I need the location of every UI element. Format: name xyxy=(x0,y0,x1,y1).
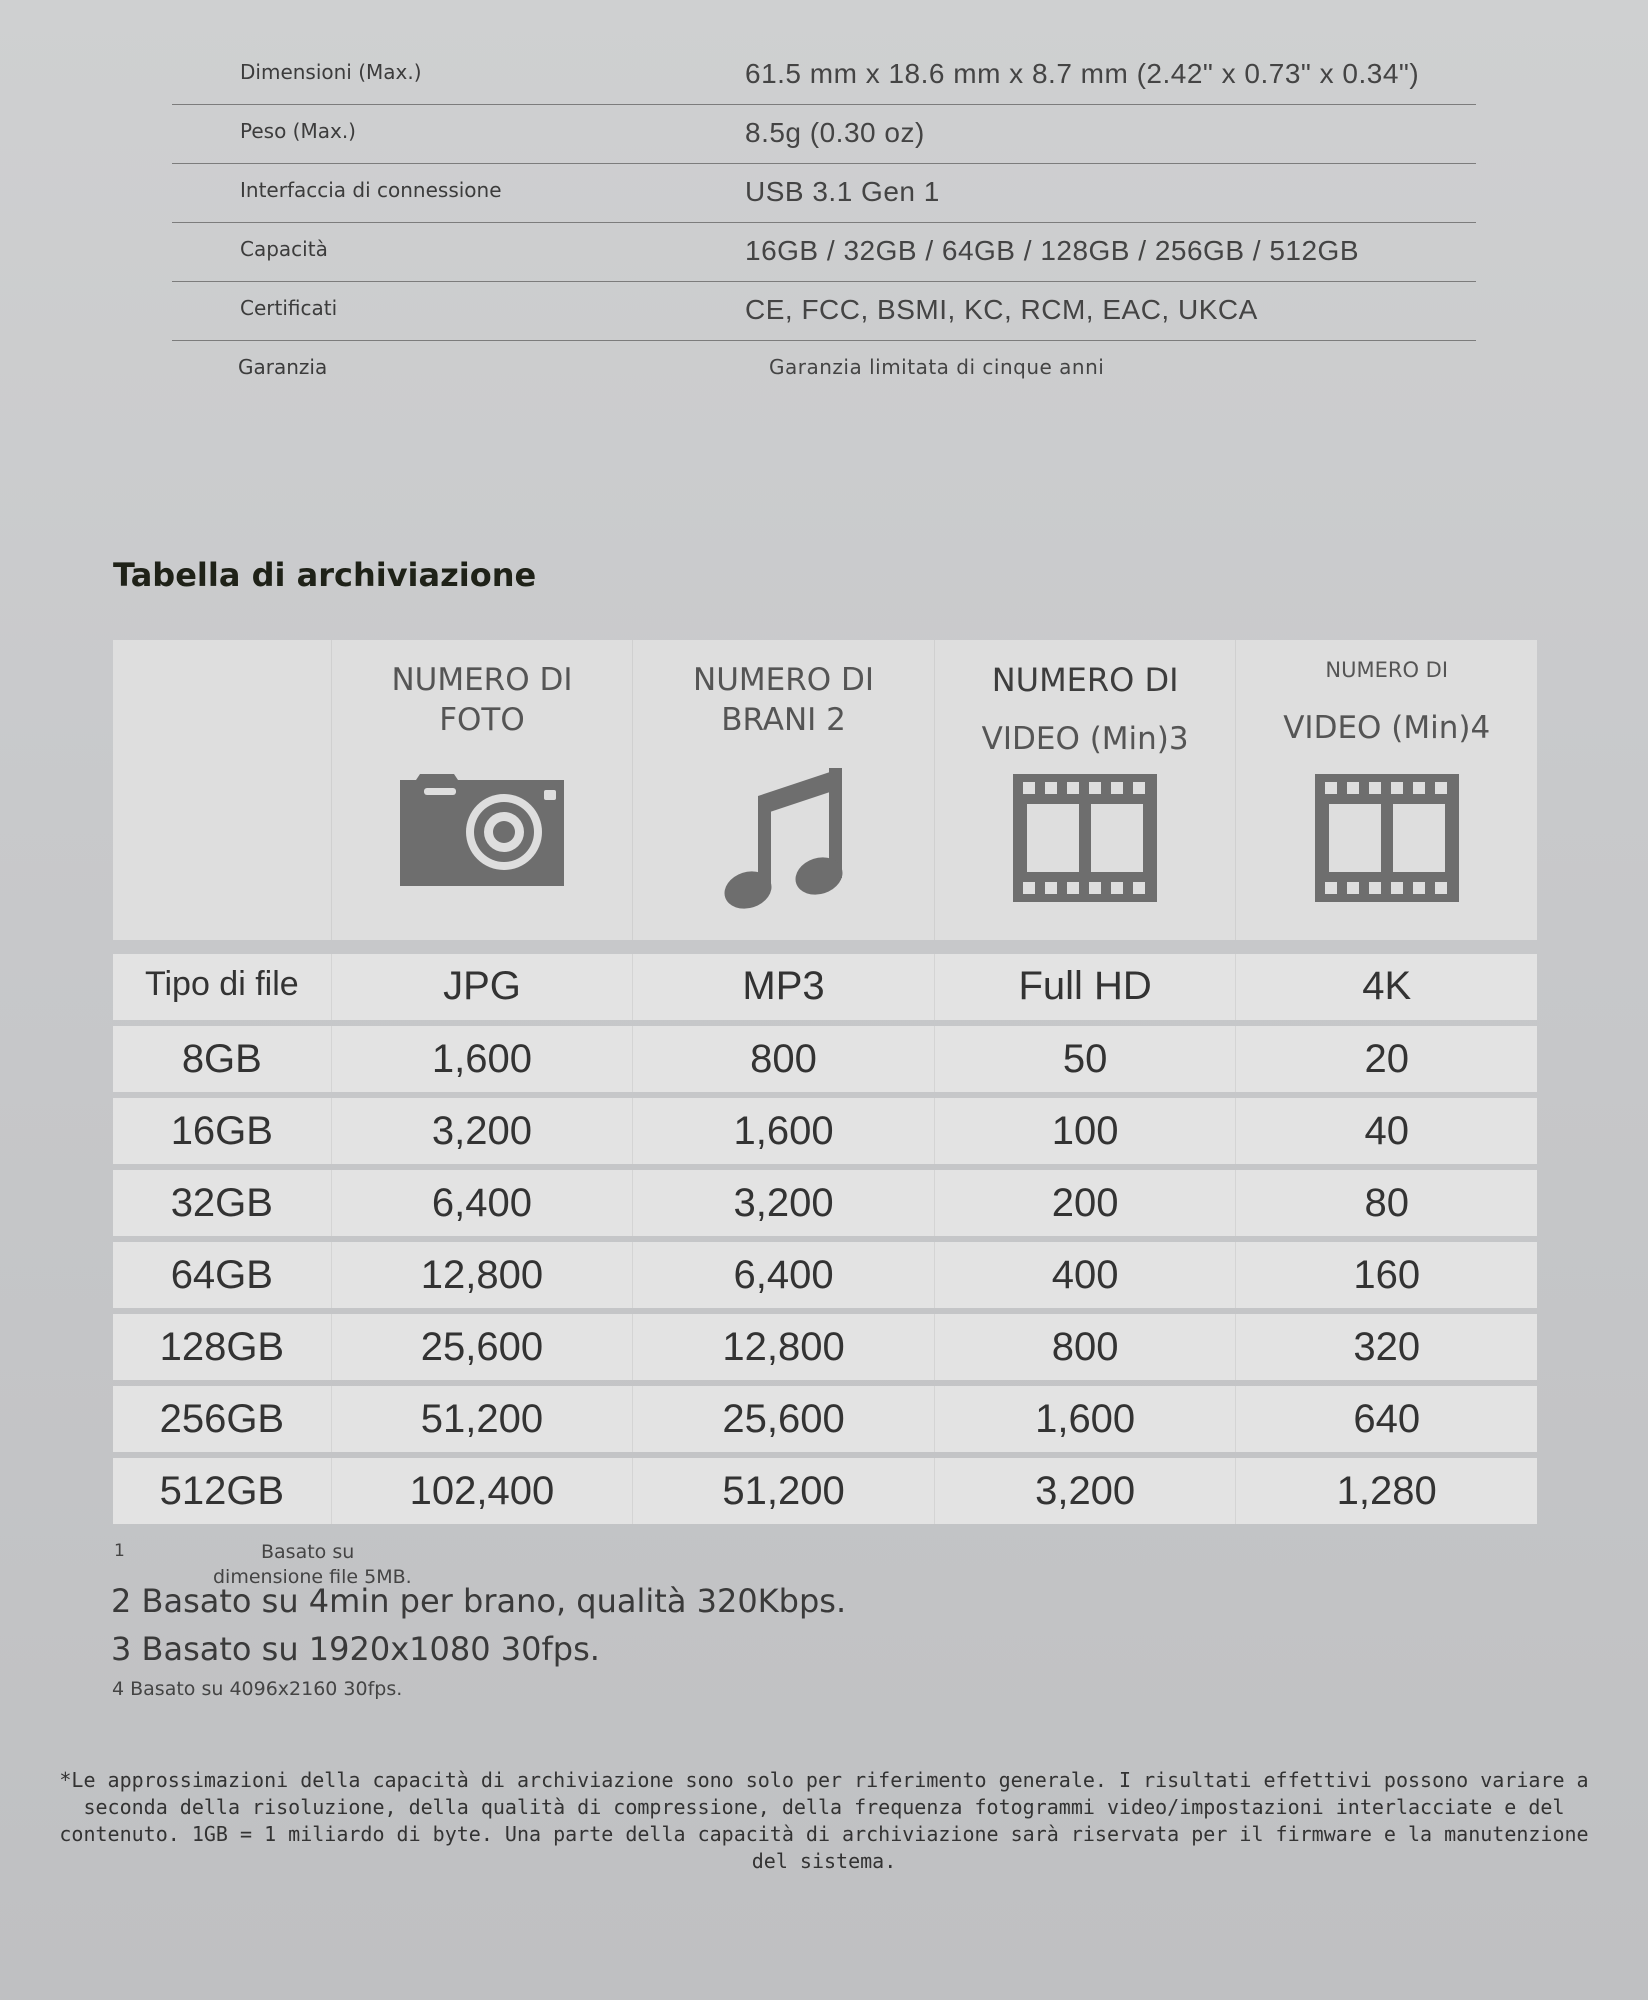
spec-value: 16GB / 32GB / 64GB / 128GB / 256GB / 512GB xyxy=(745,235,1360,266)
header-line-1: NUMERO DI xyxy=(391,662,573,698)
table-cell: 4K xyxy=(1235,954,1537,1020)
header-line-2: BRANI 2 xyxy=(721,702,846,738)
spec-label: Dimensioni (Max.) xyxy=(240,60,422,84)
table-cell: 128GB xyxy=(159,1325,285,1369)
table-row xyxy=(113,1170,1537,1236)
table-cell: 12,800 xyxy=(632,1314,934,1380)
table-cell: 51,200 xyxy=(632,1458,934,1524)
table-row xyxy=(113,1386,1537,1452)
footnote-1-number: 1 xyxy=(114,1541,125,1561)
table-cell: 800 xyxy=(934,1314,1236,1380)
storage-table-header xyxy=(113,640,1537,940)
spec-label: Capacità xyxy=(240,237,328,261)
table-row xyxy=(113,1242,1537,1308)
table-cell: 20 xyxy=(1235,1026,1537,1092)
table-cell: 25,600 xyxy=(632,1386,934,1452)
music-note-icon xyxy=(722,762,846,912)
header-line-2: VIDEO (Min)3 xyxy=(981,721,1189,757)
table-cell: 64GB xyxy=(170,1253,273,1297)
table-cell: JPG xyxy=(331,954,633,1020)
table-cell: 32GB xyxy=(170,1181,273,1225)
film-strip-icon xyxy=(1315,774,1459,902)
footnote-1-text-cont: dimensione file 5MB. xyxy=(213,1566,412,1588)
spec-label: Peso (Max.) xyxy=(240,119,356,143)
film-strip-icon xyxy=(1013,774,1157,902)
header-video-fullhd xyxy=(934,640,1236,940)
spec-label: Garanzia xyxy=(238,355,328,379)
spec-value: USB 3.1 Gen 1 xyxy=(745,176,940,207)
spec-row-weight xyxy=(172,105,1476,164)
footnote-2: 2 Basato su 4min per brano, qualità 320Kbps. xyxy=(111,1582,847,1620)
spec-value: 8.5g (0.30 oz) xyxy=(745,117,925,148)
table-cell: 3,200 xyxy=(632,1170,934,1236)
spec-row-warranty xyxy=(172,341,1476,399)
spec-row-certificates xyxy=(172,282,1476,341)
spec-value: CE, FCC, BSMI, KC, RCM, EAC, UKCA xyxy=(745,294,1258,325)
table-row xyxy=(113,1458,1537,1524)
table-cell: 1,600 xyxy=(934,1386,1236,1452)
table-cell: 1,600 xyxy=(632,1098,934,1164)
table-row xyxy=(113,1098,1537,1164)
header-empty-cell xyxy=(113,640,331,940)
header-photos xyxy=(331,640,633,940)
table-cell: 40 xyxy=(1235,1098,1537,1164)
spec-value: Garanzia limitata di cinque anni xyxy=(769,355,1105,379)
table-cell: 320 xyxy=(1235,1314,1537,1380)
table-cell: 3,200 xyxy=(934,1458,1236,1524)
table-cell: Full HD xyxy=(934,954,1236,1020)
spec-value: 61.5 mm x 18.6 mm x 8.7 mm (2.42" x 0.73" x 0.34") xyxy=(745,58,1420,89)
table-cell: 6,400 xyxy=(331,1170,633,1236)
table-cell: 400 xyxy=(934,1242,1236,1308)
table-row xyxy=(113,1314,1537,1380)
spec-label: Certificati xyxy=(240,296,338,320)
header-video-4k xyxy=(1235,640,1537,940)
table-cell: 256GB xyxy=(159,1397,285,1441)
table-cell: 6,400 xyxy=(632,1242,934,1308)
table-cell: 160 xyxy=(1235,1242,1537,1308)
camera-icon xyxy=(400,768,564,886)
header-line-1: NUMERO DI xyxy=(1325,658,1449,682)
header-line-1: NUMERO DI xyxy=(693,662,875,698)
table-cell: 50 xyxy=(934,1026,1236,1092)
table-cell: 3,200 xyxy=(331,1098,633,1164)
table-cell: 12,800 xyxy=(331,1242,633,1308)
table-cell: 25,600 xyxy=(331,1314,633,1380)
footnote-3: 3 Basato su 1920x1080 30fps. xyxy=(111,1630,600,1668)
table-cell: 1,600 xyxy=(331,1026,633,1092)
header-songs xyxy=(632,640,934,940)
spec-label: Interfaccia di connessione xyxy=(240,178,502,202)
table-cell: 100 xyxy=(934,1098,1236,1164)
storage-table-title: Tabella di archiviazione xyxy=(113,556,537,594)
header-line-1: NUMERO DI xyxy=(991,661,1179,699)
footnote-4: 4 Basato su 4096x2160 30fps. xyxy=(112,1678,403,1700)
table-cell: 102,400 xyxy=(331,1458,633,1524)
spec-table xyxy=(172,46,1476,399)
table-cell: 80 xyxy=(1235,1170,1537,1236)
header-line-2: FOTO xyxy=(439,702,525,738)
spec-row-interface xyxy=(172,164,1476,223)
table-cell: 16GB xyxy=(170,1109,273,1153)
table-cell: 800 xyxy=(632,1026,934,1092)
table-cell: MP3 xyxy=(632,954,934,1020)
disclaimer-text: *Le approssimazioni della capacità di archiviazione sono solo per riferimento generale. I risultati effettivi possono variare a seconda della risoluzione, della qualità di compressione, della frequenza fotogrammi video/impostazioni interlacciate e del contenuto. 1GB = 1 miliardo di byte. Una parte della capacità di archiviazione sarà riservata per il firmware e la manutenzione del sistema. xyxy=(59,1768,1589,1873)
table-cell: 51,200 xyxy=(331,1386,633,1452)
table-cell: Tipo di file xyxy=(144,965,299,1003)
table-cell: 200 xyxy=(934,1170,1236,1236)
table-cell: 512GB xyxy=(159,1469,285,1513)
footnote-1-text: Basato su xyxy=(261,1541,355,1563)
header-line-2: VIDEO (Min)4 xyxy=(1283,710,1491,746)
table-cell: 1,280 xyxy=(1235,1458,1537,1524)
spec-row-capacity xyxy=(172,223,1476,282)
table-cell: 640 xyxy=(1235,1386,1537,1452)
table-cell: 8GB xyxy=(181,1037,262,1081)
table-row-file-type xyxy=(113,954,1537,1020)
storage-table xyxy=(113,640,1537,1524)
spec-row-dimensions xyxy=(172,46,1476,105)
table-row xyxy=(113,1026,1537,1092)
